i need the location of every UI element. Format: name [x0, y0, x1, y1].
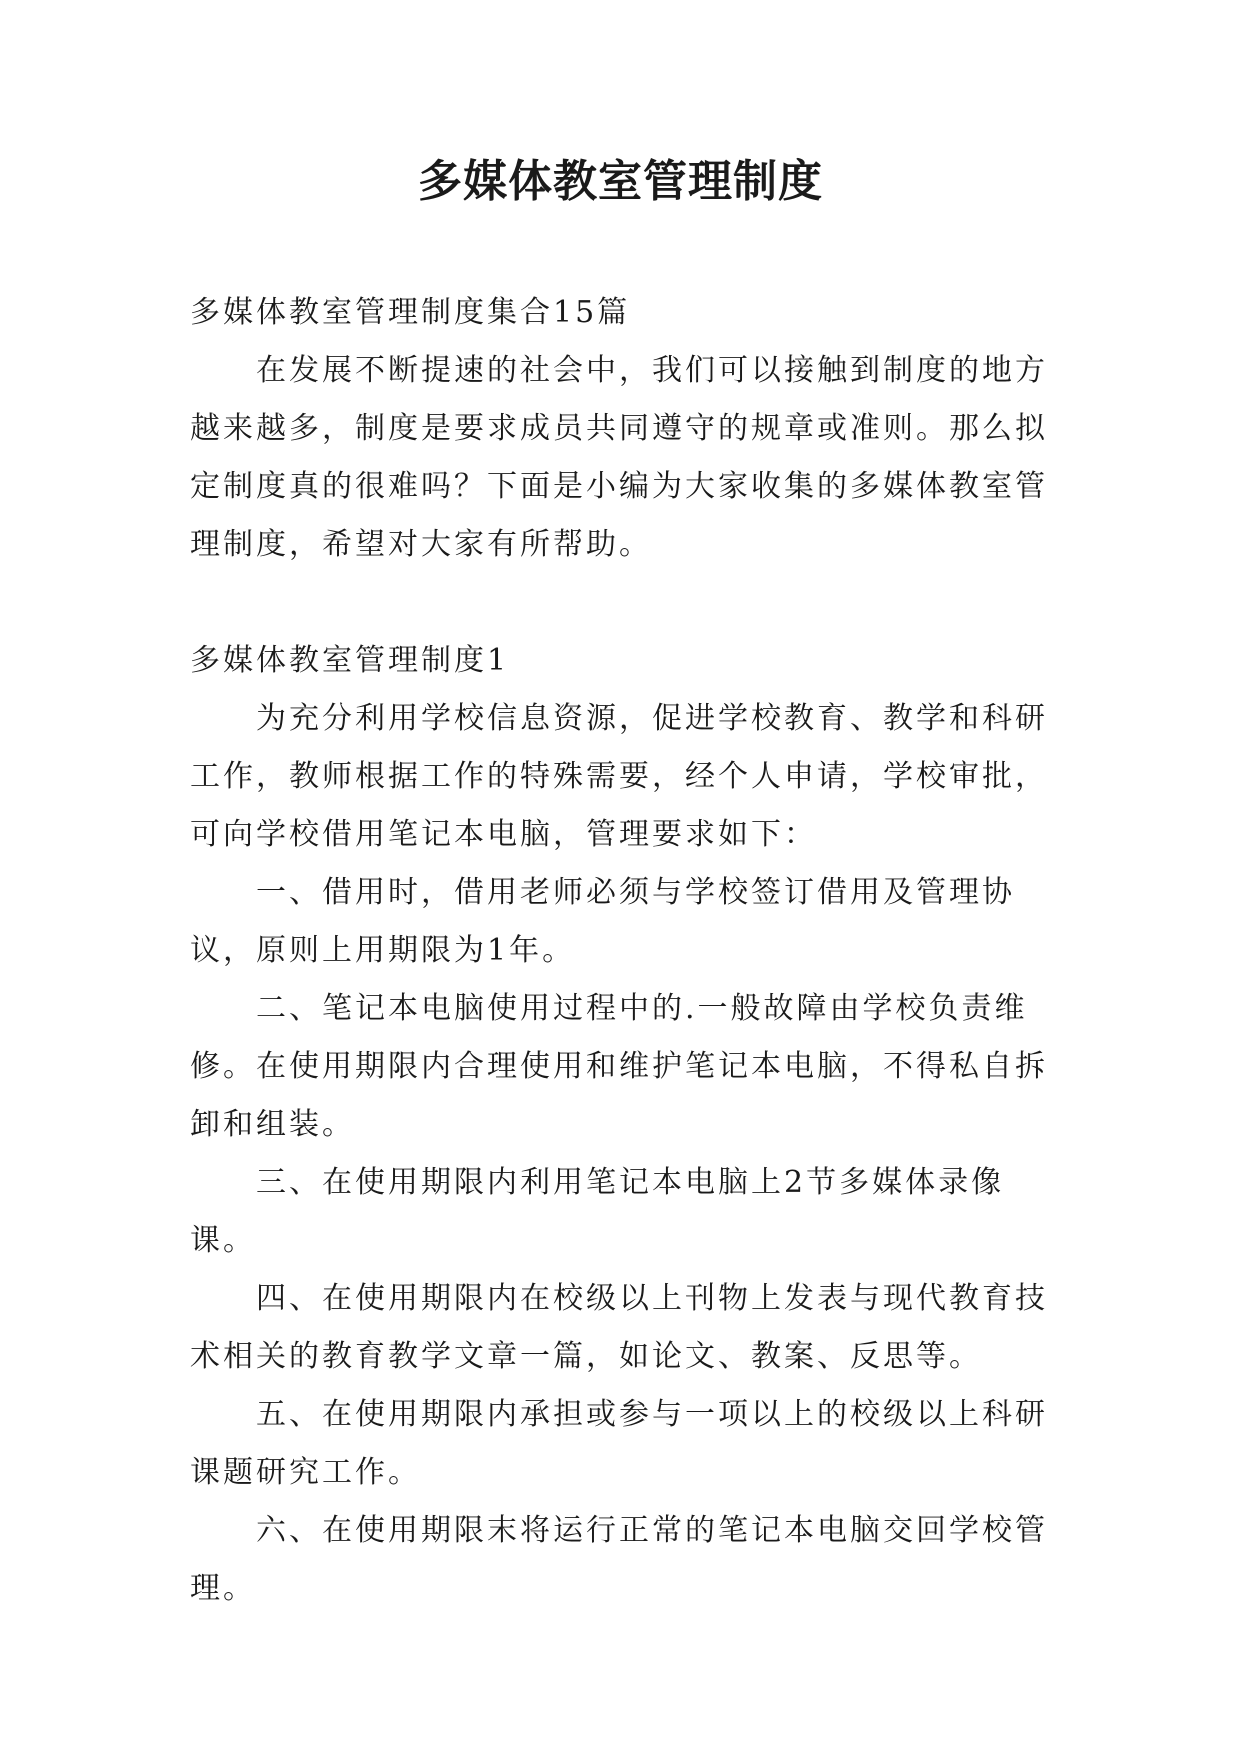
- spacer: [190, 574, 1052, 632]
- intro-paragraph: 在发展不断提速的社会中，我们可以接触到制度的地方越来越多，制度是要求成员共同遵守的规章或准则。那么拟定制度真的很难吗？下面是小编为大家收集的多媒体教室管理制度，希望对大家有所帮助。: [190, 353, 1048, 562]
- paragraph: 六、在使用期限末将运行正常的笔记本电脑交回学校管理。: [190, 1513, 1048, 1606]
- section-heading: 多媒体教室管理制度1: [190, 643, 510, 678]
- paragraph: 四、在使用期限内在校级以上刊物上发表与现代教育技术相关的教育教学文章一篇，如论文、教案、反思等。: [190, 1281, 1048, 1374]
- paragraph: 三、在使用期限内利用笔记本电脑上2节多媒体录像课。: [190, 1165, 1005, 1258]
- paragraph: 为充分利用学校信息资源，促进学校教育、教学和科研工作，教师根据工作的特殊需要，经个人申请，学校审批，可向学校借用笔记本电脑，管理要求如下：: [190, 701, 1048, 852]
- paragraph: 二、笔记本电脑使用过程中的.一般故障由学校负责维修。在使用期限内合理使用和维护笔记本电脑，不得私自拆卸和组装。: [190, 991, 1048, 1142]
- paragraph: 五、在使用期限内承担或参与一项以上的校级以上科研课题研究工作。: [190, 1397, 1048, 1490]
- paragraph: 一、借用时，借用老师必须与学校签订借用及管理协议，原则上用期限为1年。: [190, 875, 1015, 968]
- document-title: 多媒体教室管理制度: [418, 156, 823, 207]
- document-subtitle: 多媒体教室管理制度集合15篇: [190, 295, 631, 330]
- document-body: [190, 284, 1052, 1618]
